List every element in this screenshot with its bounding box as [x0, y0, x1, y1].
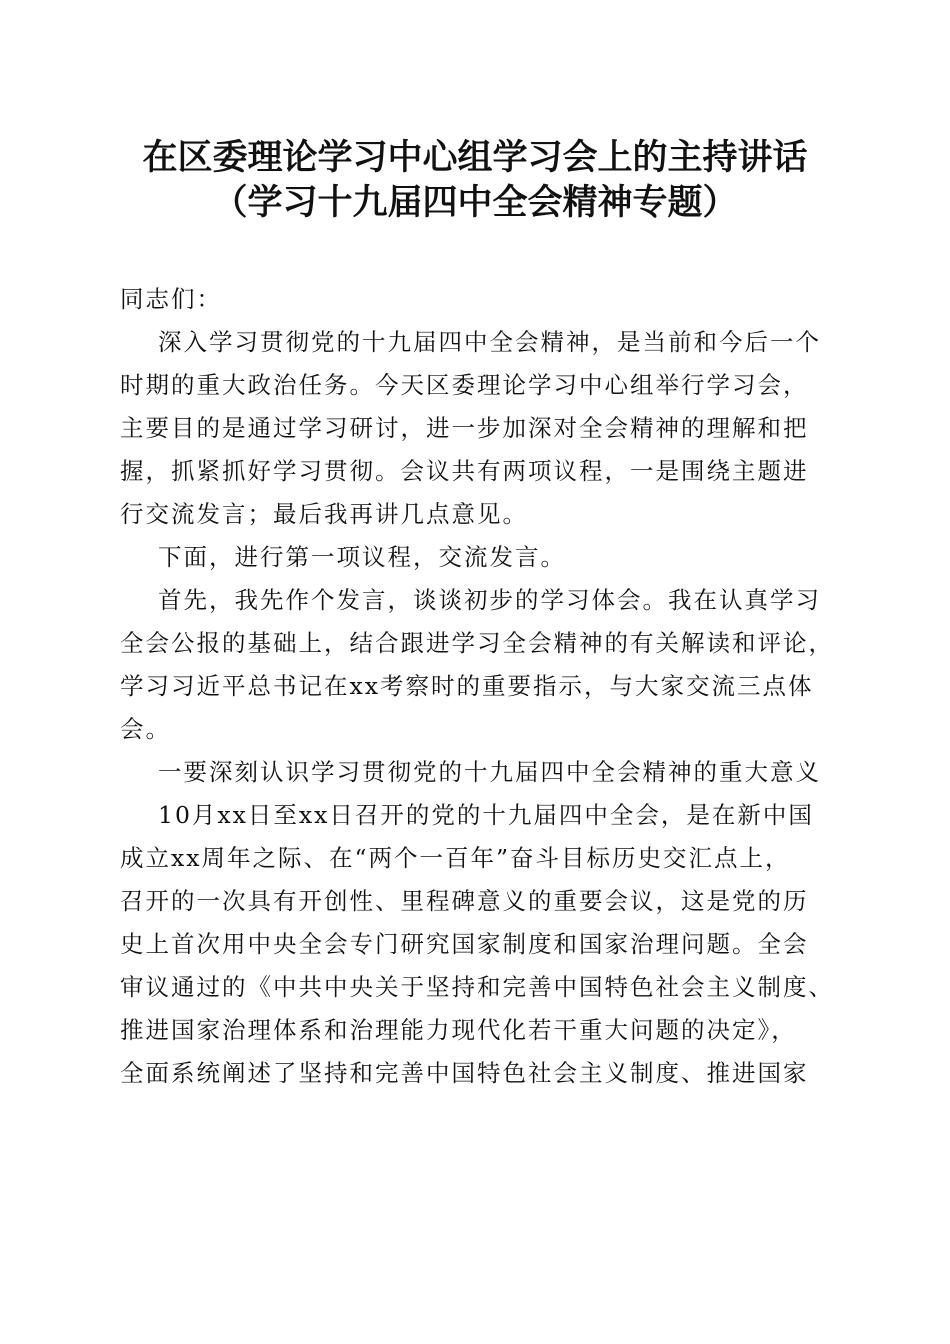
body-line: 主要目的是通过学习研讨，进一步加深对全会精神的理解和把 [120, 414, 809, 442]
body-line: 成立xx周年之际、在“两个一百年”奋斗目标历史交汇点上， [120, 844, 791, 872]
body-line: 全会公报的基础上，结合跟进学习全会精神的有关解读和评论， [120, 629, 834, 657]
document-title: 在区委理论学习中心组学习会上的主持讲话 [142, 138, 808, 178]
body-line: 全面系统阐述了坚持和完善中国特色社会主义制度、推进国家 [120, 1059, 809, 1087]
body-line: 行交流发言；最后我再讲几点意见。 [120, 500, 528, 528]
body-line: 召开的一次具有开创性、里程碑意义的重要会议，这是党的历 [120, 887, 809, 915]
body-line: 史上首次用中央全会专门研究国家制度和国家治理问题。全会 [120, 930, 809, 958]
body-line: 10月xx日至xx日召开的党的十九届四中全会，是在新中国 [158, 801, 814, 829]
salutation: 同志们： [120, 285, 222, 313]
body-line: 学习习近平总书记在xx考察时的重要指示，与大家交流三点体 [120, 672, 814, 700]
section-heading: 一要深刻认识学习贯彻党的十九届四中全会精神的重大意义 [158, 758, 821, 786]
body-line: 握，抓紧抓好学习贯彻。会议共有两项议程，一是围绕主题进 [120, 457, 809, 485]
body-line: 深入学习贯彻党的十九届四中全会精神，是当前和今后一个 [158, 328, 821, 356]
body-line: 会。 [120, 715, 171, 743]
body-line: 时期的重大政治任务。今天区委理论学习中心组举行学习会， [120, 371, 809, 399]
body-line: 首先，我先作个发言，谈谈初步的学习体会。我在认真学习 [158, 586, 821, 614]
body-line: 推进国家治理体系和治理能力现代化若干重大问题的决定》， [120, 1016, 797, 1044]
body-line: 审议通过的《中共中央关于坚持和完善中国特色社会主义制度、 [120, 973, 834, 1001]
document-subtitle: （学习十九届四中全会精神专题） [212, 183, 738, 223]
document-body [120, 278, 840, 1095]
body-line: 下面，进行第一项议程，交流发言。 [158, 543, 566, 571]
